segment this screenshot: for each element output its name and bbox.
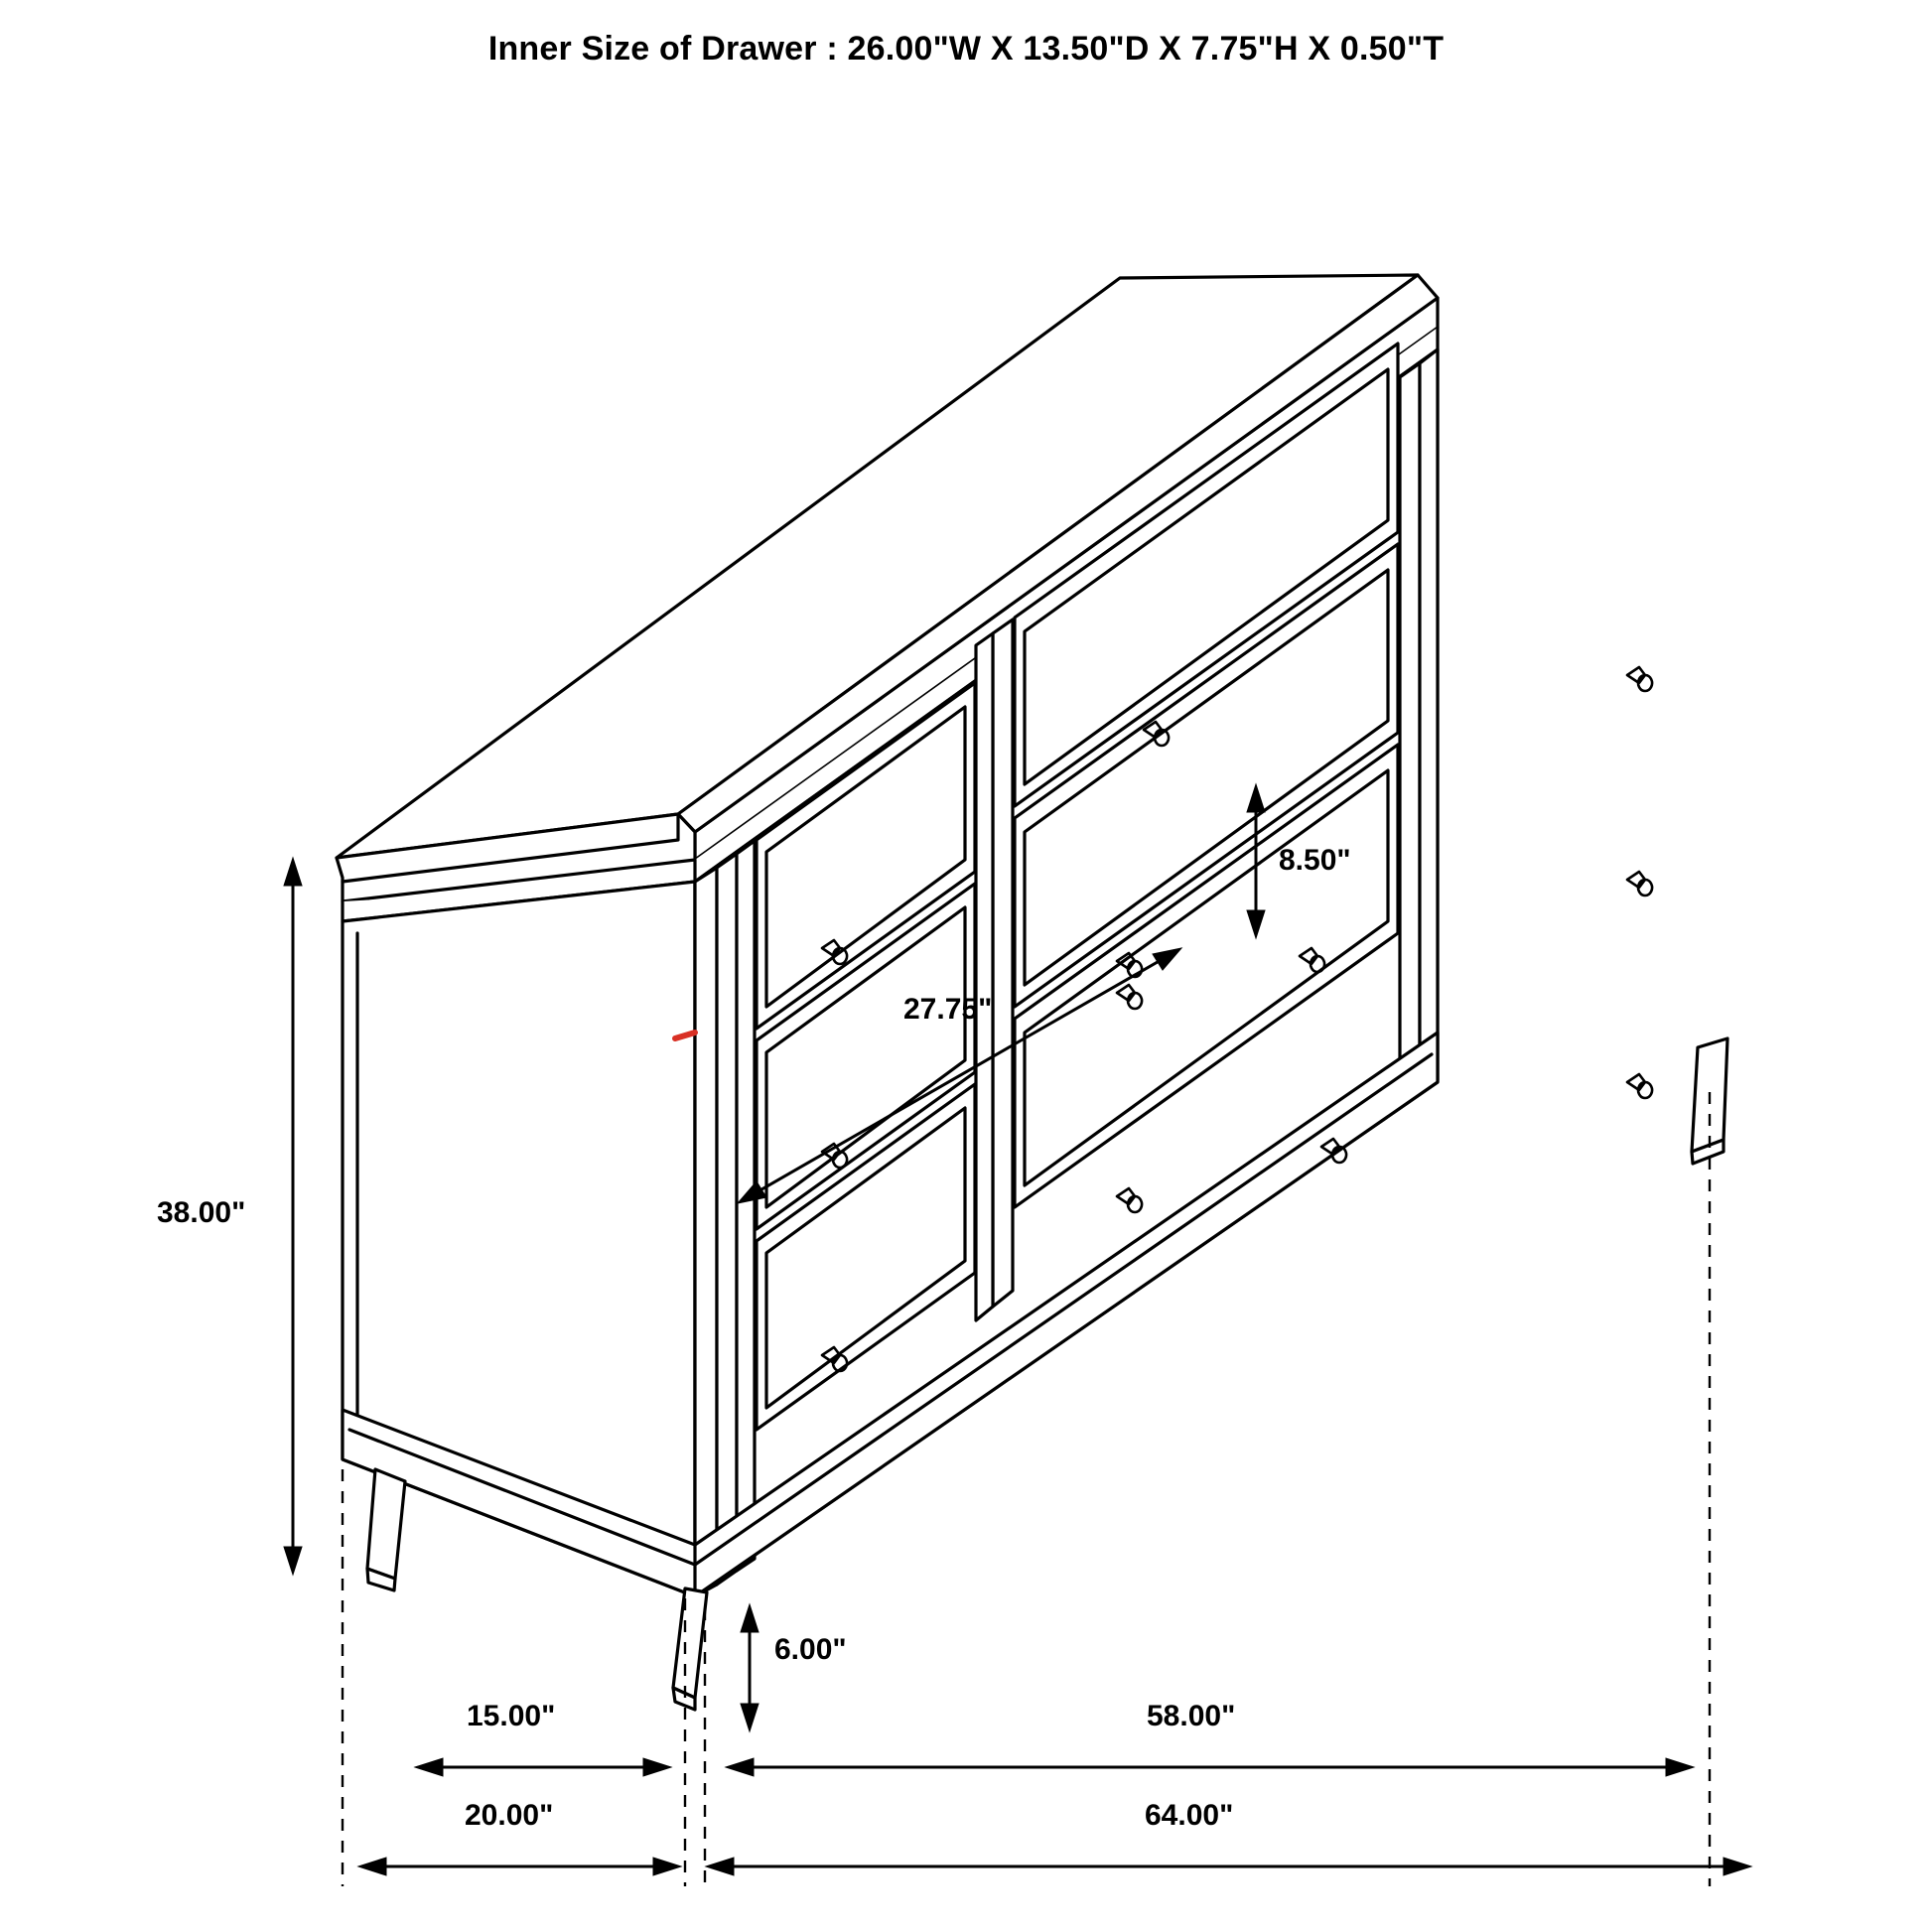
dim-label-diagonal: 27.75" — [903, 993, 993, 1026]
dim-leg-6-00 — [741, 1604, 759, 1731]
dim-label-front-width: 58.00" — [1147, 1700, 1236, 1732]
dim-height-38 — [284, 858, 302, 1575]
dim-label-total-depth: 20.00" — [465, 1799, 554, 1832]
leg-side-left — [367, 1469, 405, 1590]
dim-label-total-width: 64.00" — [1145, 1799, 1234, 1832]
dim-label-height: 38.00" — [157, 1196, 246, 1229]
dim-label-leg: 6.00" — [774, 1633, 847, 1666]
left-front-post — [695, 841, 755, 1596]
right-front-post — [1400, 349, 1438, 1102]
dim-front-58-00 — [726, 1758, 1694, 1776]
leg-front-left — [673, 1588, 707, 1710]
dim-side-15-00 — [415, 1758, 671, 1776]
dim-depth-20-00 — [358, 1858, 681, 1875]
dim-width-64-00 — [706, 1858, 1751, 1875]
diagram-title: Inner Size of Drawer : 26.00"W X 13.50"D X 7.75"H X 0.50"T — [487, 30, 1445, 68]
center-stile — [976, 620, 1013, 1320]
dim-label-side-depth: 15.00" — [467, 1700, 556, 1732]
dim-label-drawer-front: 8.50" — [1279, 844, 1351, 877]
